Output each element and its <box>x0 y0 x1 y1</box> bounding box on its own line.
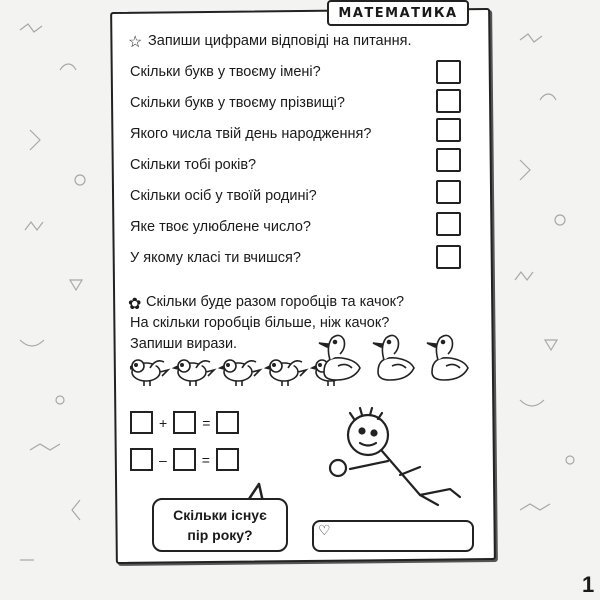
page-number: 1 <box>582 572 595 597</box>
answer-box-2[interactable] <box>436 89 461 113</box>
question-5: Скільки осіб у твоїй родині? <box>130 188 317 204</box>
duck-icon <box>319 335 360 380</box>
speech-bubble <box>152 498 288 552</box>
bubble-line-2: пір року? <box>187 527 253 543</box>
duck-icon <box>373 335 414 380</box>
heart-icon: ♡ <box>318 522 331 538</box>
question-4: Скільки тобі років? <box>130 157 257 173</box>
duck-icon <box>427 335 468 380</box>
sparrow-icon <box>266 360 306 386</box>
birds-illustration <box>130 332 470 392</box>
answer-box-6[interactable] <box>436 212 461 236</box>
sparrow-icon <box>130 360 168 386</box>
bubble-line-1: Скільки існує <box>173 507 267 523</box>
flower-icon: ✿ <box>128 296 142 313</box>
expr1-box-a[interactable] <box>130 411 153 434</box>
task2-line-3: Запиши вирази. <box>130 336 238 352</box>
task2-line-1: Скільки буде разом горобців та качок? <box>146 294 405 310</box>
answer-box-5[interactable] <box>436 180 461 204</box>
expr1-op-equals: = <box>202 414 211 431</box>
question-1: Скільки букв у твоєму імені? <box>130 64 321 80</box>
stick-figure-with-magnifier <box>310 405 480 520</box>
task2-line-2: На скільки горобців більше, ніж качок? <box>130 315 390 331</box>
expr2-op-minus: – <box>159 451 167 468</box>
expr1-box-result[interactable] <box>216 411 239 434</box>
expr1-box-b[interactable] <box>173 411 196 434</box>
star-outline-icon: ☆ <box>128 34 143 51</box>
answer-box-3[interactable] <box>436 118 461 142</box>
expression-sum <box>130 411 239 434</box>
expr1-op-plus: + <box>159 414 168 431</box>
expression-difference <box>130 448 239 471</box>
question-6: Яке твоє улюблене число? <box>130 219 311 235</box>
sparrow-icon <box>174 360 214 386</box>
task1-title: Запиши цифрами відповіді на питання. <box>148 33 412 49</box>
question-7: У якому класі ти вчишся? <box>130 250 301 266</box>
expr2-box-result[interactable] <box>216 448 239 471</box>
expr2-op-equals: = <box>201 451 210 468</box>
question-2: Скільки букв у твоєму прізвищі? <box>130 95 345 111</box>
answer-box-1[interactable] <box>436 60 461 84</box>
question-3: Якого числа твій день народження? <box>130 126 372 142</box>
answer-box-4[interactable] <box>436 148 461 172</box>
expr2-box-a[interactable] <box>130 448 153 471</box>
expr2-box-b[interactable] <box>173 448 196 471</box>
answer-field[interactable] <box>312 520 474 552</box>
subject-tab: МАТЕМАТИКА <box>327 0 469 26</box>
answer-box-7[interactable] <box>436 245 461 269</box>
sparrow-icon <box>220 360 260 386</box>
